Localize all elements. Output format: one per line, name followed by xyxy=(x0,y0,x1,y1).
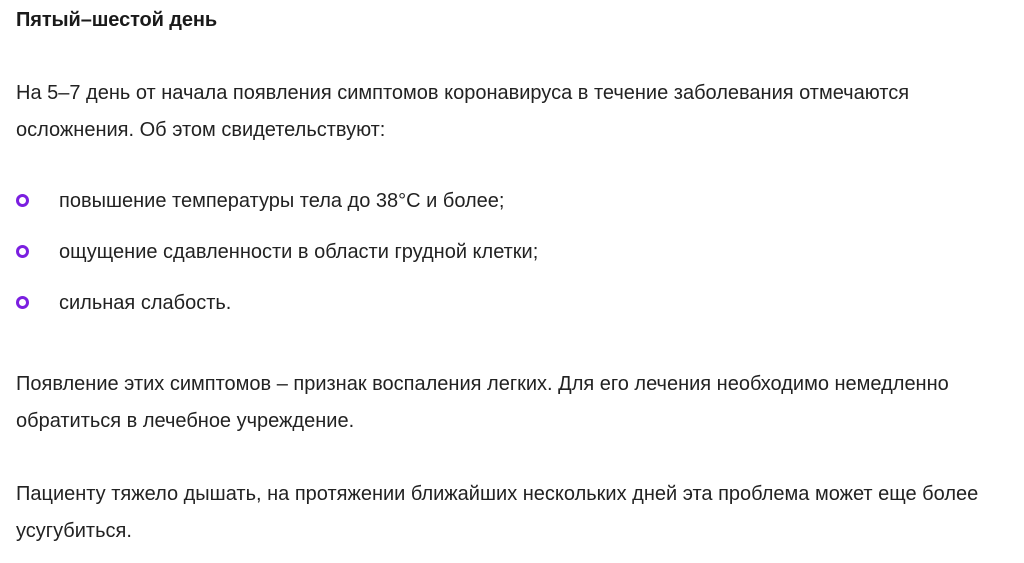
ring-bullet-icon xyxy=(16,245,29,258)
intro-paragraph: На 5–7 день от начала появления симптомов коронавируса в течение заболевания отмечаются осложнения. Об этом свидетельствуют: xyxy=(16,82,910,141)
list-item-text: повышение температуры тела до 38°С и более; xyxy=(59,190,505,212)
ring-bullet-icon xyxy=(16,194,29,207)
section-heading: Пятый–шестой день xyxy=(16,9,218,31)
ring-bullet-icon xyxy=(16,296,29,309)
list-item xyxy=(16,234,538,285)
breathing-paragraph: Пациенту тяжело дышать, на протяжении ближайших нескольких дней эта проблема может еще более усугубиться. xyxy=(16,483,979,542)
pneumonia-paragraph: Появление этих симптомов – признак воспаления легких. Для его лечения необходимо немедленно обратиться в лечебное учреждение. xyxy=(16,373,949,432)
symptom-list xyxy=(16,183,538,336)
list-item-text: ощущение сдавленности в области грудной клетки; xyxy=(59,241,539,263)
list-item xyxy=(16,285,538,336)
list-item xyxy=(16,183,538,234)
list-item-text: сильная слабость. xyxy=(59,292,232,314)
